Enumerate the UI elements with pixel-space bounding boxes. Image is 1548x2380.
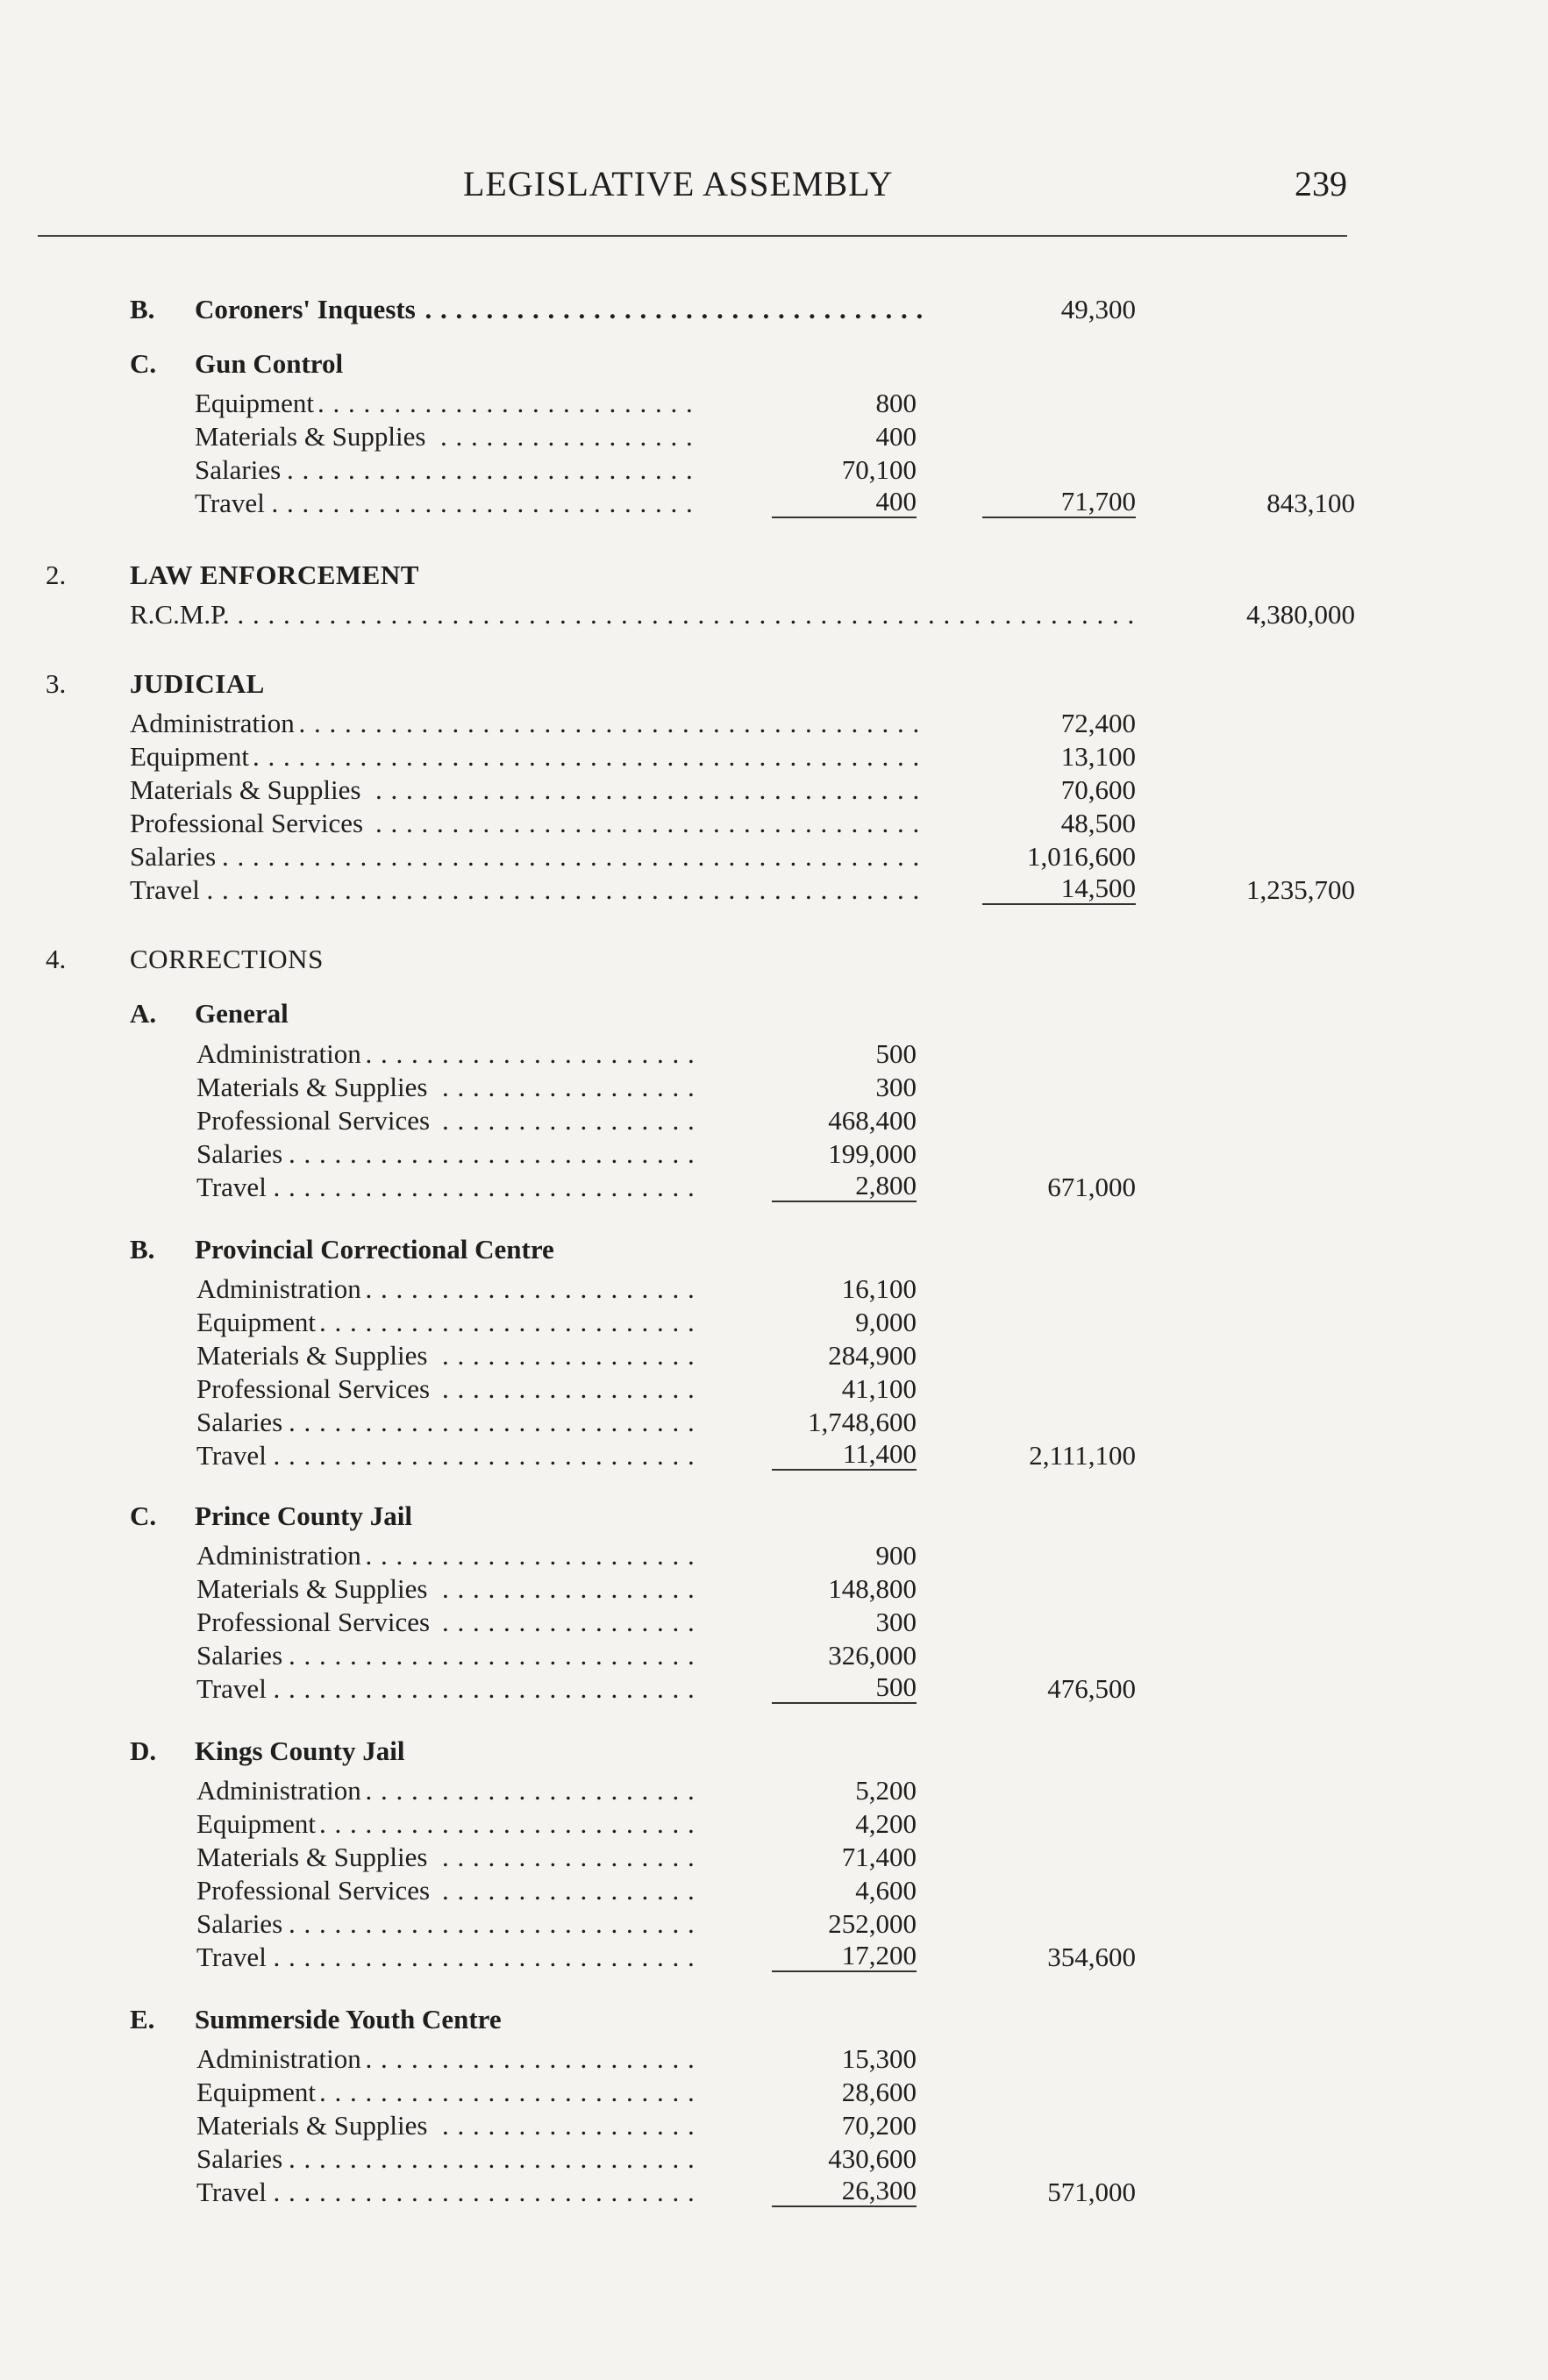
item-label: Administration . . . [196,1272,701,1306]
item-value: 70,600 [1060,774,1136,805]
item-label: Materials & Supplies . . . [196,2109,701,2142]
section-number: 4. [46,944,67,974]
item-label: Materials & Supplies . . . [130,773,924,807]
item-value: 900 [875,1540,917,1571]
page-header [0,163,1548,207]
item-label: Travel . . . [196,2176,701,2209]
section-title: CORRECTIONS [130,944,324,974]
line-item [0,1907,1548,1941]
item-label: Salaries . . . [196,1907,701,1941]
line-item [0,1572,1548,1606]
item-value: 28,600 [841,2077,917,2107]
item-label: R.C.M.P. . . . [130,598,1138,631]
item-value: 26,300 [772,2176,917,2207]
line-item [0,2076,1548,2109]
item-value: 70,200 [841,2110,917,2141]
item-value: 148,800 [828,1573,917,1604]
subsection-letter: C. [130,348,157,379]
item-value: 400 [772,487,917,518]
item-label: Travel . . . [130,873,924,907]
subsection-subtotal: 571,000 [1047,2177,1136,2207]
item-value: 14,500 [982,873,1136,905]
subsection-subtotal: 476,500 [1047,1673,1136,1704]
subsection-title: Prince County Jail [195,1500,412,1531]
item-label: Materials & Supplies . . . [196,1572,701,1606]
item-label: Professional Services . . . [196,1104,701,1137]
subsection-letter: B. [130,294,155,324]
item-label: Equipment . . . [195,387,699,420]
item-value: 11,400 [772,1439,917,1471]
item-label: Materials & Supplies . . . [195,420,699,453]
line-item [0,1606,1548,1639]
item-label: Equipment . . . [196,2076,701,2109]
item-label: Administration . . . [196,1774,701,1807]
item-label: Professional Services . . . [196,1874,701,1907]
item-label: Professional Services . . . [196,1606,701,1639]
subsection-subtotal: 354,600 [1047,1942,1136,1972]
item-label: Professional Services . . . [130,807,924,840]
line-item [0,707,1548,740]
line-item [0,1272,1548,1306]
line-item [0,1137,1548,1171]
item-label: Travel . . . [196,1672,701,1706]
item-value: 16,100 [841,1273,917,1304]
item-label: Travel . . . [196,1941,701,1974]
item-value: 800 [875,388,917,418]
item-value: 468,400 [828,1105,917,1136]
item-value: 4,200 [855,1808,917,1839]
subsection-title: Coroners' Inquests . . . [195,293,923,326]
item-value: 48,500 [1060,808,1136,838]
subsection-subtotal: 671,000 [1047,1172,1136,1202]
subsection-heading [0,1233,1548,1266]
subsection-title: General [195,998,289,1029]
line-item [0,1941,1548,1974]
item-value: 400 [875,421,917,452]
item-value: 430,600 [828,2143,917,2174]
item-value: 1,016,600 [1027,841,1136,872]
line-item [0,1774,1548,1807]
line-item [0,1037,1548,1071]
line-item [0,2109,1548,2142]
item-label: Salaries . . . [195,453,699,487]
line-item [0,2142,1548,2176]
gun-control-heading [0,347,1548,381]
item-value: 4,600 [855,1875,917,1906]
item-value: 300 [875,1072,917,1102]
subsection-heading [0,1735,1548,1768]
subsection-heading [0,2003,1548,2036]
item-value: 9,000 [855,1307,917,1337]
line-item [0,873,1548,907]
item-value: 300 [875,1607,917,1637]
item-value: 500 [875,1038,917,1069]
subsection-heading [0,1500,1548,1533]
line-item [0,420,1548,453]
line-item [0,1104,1548,1137]
section-total: 1,235,700 [1246,874,1355,905]
item-label: Equipment . . . [196,1306,701,1339]
line-item [0,1171,1548,1204]
subsection-letter: B. [130,1234,155,1265]
section-title: LAW ENFORCEMENT [130,559,419,590]
item-value: 1,748,600 [808,1407,917,1437]
section-title: JUDICIAL [130,668,265,699]
item-label: Salaries . . . [196,1639,701,1672]
line-item [0,1639,1548,1672]
subsection-total: 49,300 [1060,294,1136,324]
subsection-letter: D. [130,1735,157,1766]
item-label: Administration . . . [196,1037,701,1071]
item-value: 13,100 [1060,741,1136,772]
subsection-letter: C. [130,1500,157,1531]
line-item [0,1874,1548,1907]
subsection-letter: E. [130,2004,155,2034]
section-total: 843,100 [1266,488,1355,518]
line-item [0,1539,1548,1572]
header-rule [38,235,1347,237]
item-label: Salaries . . . [196,1406,701,1439]
section-total: 4,380,000 [1246,599,1355,630]
item-value: 199,000 [828,1138,917,1169]
item-label: Travel . . . [196,1171,701,1204]
item-label: Salaries . . . [130,840,924,873]
item-label: Equipment . . . [196,1807,701,1841]
subsection-title: Provincial Correctional Centre [195,1234,554,1265]
line-item [0,2176,1548,2209]
subsection-title: Gun Control [195,348,344,379]
section-heading [0,559,1548,592]
item-label: Salaries . . . [196,2142,701,2176]
item-value: 17,200 [772,1941,917,1972]
item-value: 70,100 [841,454,917,485]
line-item [0,1807,1548,1841]
line-item [0,487,1548,520]
line-item [0,1071,1548,1104]
item-label: Materials & Supplies . . . [196,1339,701,1372]
subsection-title: Summerside Youth Centre [195,2004,502,2034]
line-item [0,1672,1548,1706]
line-item [0,807,1548,840]
item-value: 71,400 [841,1842,917,1872]
page-title: LEGISLATIVE ASSEMBLY [463,164,894,203]
line-item [0,1306,1548,1339]
line-item [0,1439,1548,1472]
item-label: Salaries . . . [196,1137,701,1171]
line-item [0,1406,1548,1439]
item-label: Administration . . . [130,707,924,740]
line-item [0,387,1548,420]
subsection-letter: A. [130,998,157,1029]
coroners-row [0,293,1548,326]
item-value: 41,100 [841,1373,917,1404]
subsection-title: Kings County Jail [195,1735,405,1766]
line-item [0,1372,1548,1406]
subsection-heading [0,997,1548,1030]
item-value: 15,300 [841,2043,917,2074]
item-value: 500 [772,1672,917,1704]
item-label: Equipment . . . [130,740,924,773]
section-number: 3. [46,668,67,699]
item-value: 5,200 [855,1775,917,1806]
item-value: 252,000 [828,1908,917,1939]
line-item [0,2042,1548,2076]
subsection-subtotal: 2,111,100 [1029,1440,1136,1471]
item-value: 72,400 [1060,708,1136,738]
item-label: Administration . . . [196,2042,701,2076]
page-number: 239 [1295,164,1347,203]
line-item [0,1339,1548,1372]
line-item [0,1841,1548,1874]
item-label: Travel . . . [195,487,699,520]
item-label: Administration . . . [196,1539,701,1572]
section-number: 2. [46,559,67,590]
item-label: Travel . . . [196,1439,701,1472]
item-label: Materials & Supplies . . . [196,1071,701,1104]
line-item [0,773,1548,807]
subsection-subtotal: 71,700 [982,487,1136,518]
item-value: 2,800 [772,1171,917,1202]
line-item [0,598,1548,631]
line-item [0,840,1548,873]
item-value: 326,000 [828,1640,917,1671]
item-label: Professional Services . . . [196,1372,701,1406]
item-label: Materials & Supplies . . . [196,1841,701,1874]
line-item [0,740,1548,773]
line-item [0,453,1548,487]
item-value: 284,900 [828,1340,917,1371]
section-heading [0,943,1548,976]
section-heading [0,667,1548,701]
